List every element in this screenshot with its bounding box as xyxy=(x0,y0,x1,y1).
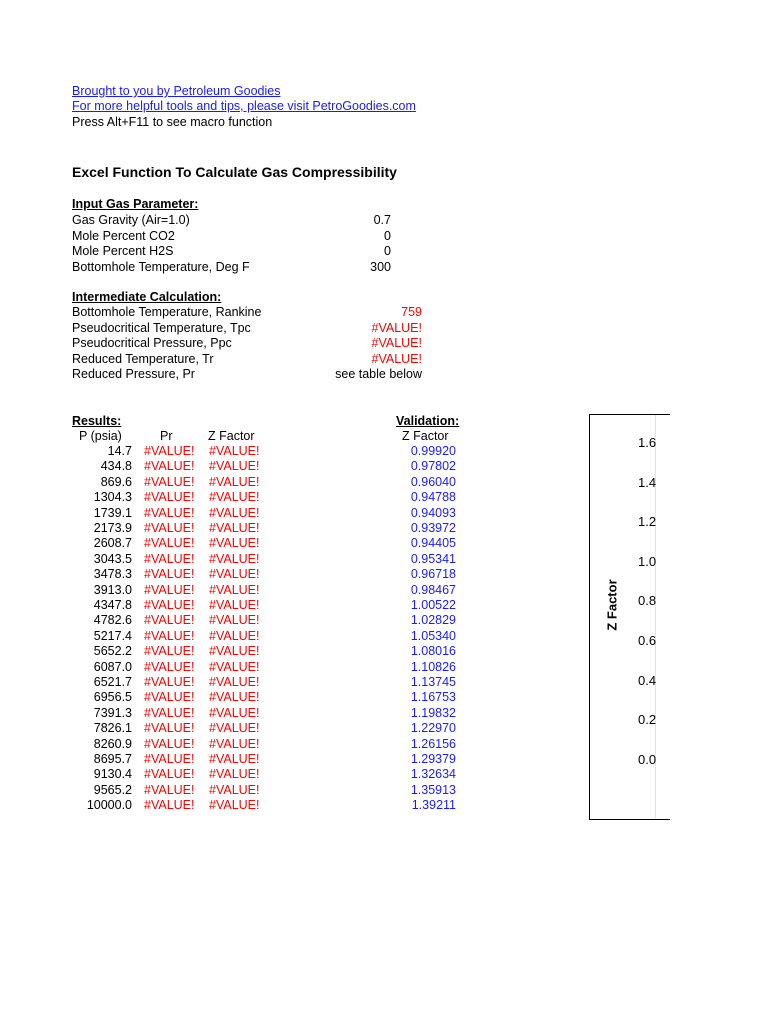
y-tick-label: 1.0 xyxy=(638,553,657,569)
z-factor-cell: #VALUE! xyxy=(209,752,260,766)
z-factor-cell: #VALUE! xyxy=(209,736,260,751)
y-tick-label: 0.2 xyxy=(638,712,657,728)
validation-z-cell: 0.94788 xyxy=(410,490,456,505)
pr-cell: #VALUE! xyxy=(144,459,195,474)
table-row xyxy=(0,798,480,814)
col-header-validation-z: Z Factor xyxy=(402,429,449,443)
pr-cell: #VALUE! xyxy=(144,474,195,489)
pr-cell: #VALUE! xyxy=(144,705,195,720)
pressure-cell: 6521.7 xyxy=(93,675,132,689)
table-row xyxy=(0,752,480,768)
validation-z-cell: 1.05340 xyxy=(410,628,456,643)
pr-cell: #VALUE! xyxy=(144,798,195,813)
pressure-cell: 3043.5 xyxy=(93,551,132,566)
intermediate-value: #VALUE! xyxy=(371,351,422,366)
validation-z-cell: 1.29379 xyxy=(410,752,456,766)
table-row xyxy=(0,644,480,660)
petroleum-goodies-link[interactable]: Brought to you by Petroleum Goodies xyxy=(72,84,281,98)
pressure-cell: 3913.0 xyxy=(93,582,132,597)
validation-z-cell: 0.96040 xyxy=(410,474,456,489)
y-tick-label: 0.6 xyxy=(638,633,657,648)
table-row xyxy=(0,783,480,799)
y-tick-label: 1.4 xyxy=(638,474,657,490)
validation-z-cell: 1.13745 xyxy=(410,675,456,689)
table-row xyxy=(0,536,480,552)
intermediate-label: Bottomhole Temperature, Rankine xyxy=(72,305,262,319)
table-row xyxy=(0,521,480,537)
pr-cell: #VALUE! xyxy=(144,736,195,751)
intermediate-label: Pseudocritical Pressure, Ppc xyxy=(72,336,232,350)
pr-cell: #VALUE! xyxy=(144,536,195,551)
validation-z-cell: 0.94405 xyxy=(410,536,456,551)
table-row xyxy=(0,675,480,691)
pr-cell: #VALUE! xyxy=(144,690,195,705)
pressure-cell: 6956.5 xyxy=(93,690,132,705)
pressure-cell: 3478.3 xyxy=(93,567,132,582)
col-header-z: Z Factor xyxy=(208,429,255,443)
macro-note: Press Alt+F11 to see macro function xyxy=(72,115,273,129)
pressure-cell: 1304.3 xyxy=(93,490,132,505)
z-factor-chart xyxy=(589,414,670,820)
table-row xyxy=(0,721,480,737)
table-row xyxy=(0,567,480,583)
input-label: Bottomhole Temperature, Deg F xyxy=(72,259,250,274)
pr-cell: #VALUE! xyxy=(144,567,195,582)
validation-heading: Validation: xyxy=(396,414,460,428)
z-factor-cell: #VALUE! xyxy=(209,613,260,628)
input-value: 0.7 xyxy=(373,213,391,227)
z-factor-cell: #VALUE! xyxy=(209,567,260,582)
z-factor-cell: #VALUE! xyxy=(209,474,260,489)
table-row xyxy=(0,660,480,676)
petrogoodies-site-link[interactable]: For more helpful tools and tips, please visit PetroGoodies.com xyxy=(72,99,416,113)
y-tick-label: 1.2 xyxy=(638,514,657,530)
pr-cell: #VALUE! xyxy=(144,490,195,505)
pressure-cell: 5652.2 xyxy=(93,644,132,659)
z-factor-cell: #VALUE! xyxy=(209,798,260,813)
pr-cell: #VALUE! xyxy=(144,521,195,535)
z-factor-cell: #VALUE! xyxy=(209,659,260,674)
y-tick-label: 0.8 xyxy=(638,593,657,609)
z-factor-cell: #VALUE! xyxy=(209,644,260,659)
pressure-cell: 14.7 xyxy=(107,444,132,458)
pr-cell: #VALUE! xyxy=(144,628,195,643)
pr-cell: #VALUE! xyxy=(144,767,195,782)
pressure-cell: 10000.0 xyxy=(86,798,132,813)
chart-y-axis-label: Z Factor xyxy=(604,579,620,631)
pr-cell: #VALUE! xyxy=(144,752,195,766)
pr-cell: #VALUE! xyxy=(144,551,195,566)
pressure-cell: 7826.1 xyxy=(93,721,132,736)
validation-z-cell: 0.98467 xyxy=(410,582,456,597)
pr-cell: #VALUE! xyxy=(144,782,195,797)
validation-z-cell: 1.26156 xyxy=(410,736,456,751)
validation-z-cell: 0.97802 xyxy=(410,459,456,474)
table-row xyxy=(0,506,480,522)
pressure-cell: 2608.7 xyxy=(93,536,132,551)
intermediate-heading: Intermediate Calculation: xyxy=(72,290,222,304)
validation-z-cell: 0.95341 xyxy=(410,551,456,566)
table-row xyxy=(0,737,480,753)
validation-z-cell: 1.08016 xyxy=(410,644,456,659)
z-factor-cell: #VALUE! xyxy=(209,598,260,612)
intermediate-value: see table below xyxy=(335,367,422,381)
pressure-cell: 1739.1 xyxy=(93,505,132,520)
z-factor-cell: #VALUE! xyxy=(209,690,260,705)
z-factor-cell: #VALUE! xyxy=(209,782,260,797)
pr-cell: #VALUE! xyxy=(144,582,195,597)
input-value: 0 xyxy=(384,228,391,243)
col-header-p: P (psia) xyxy=(79,429,122,443)
validation-z-cell: 0.96718 xyxy=(410,567,456,582)
table-row xyxy=(0,613,480,629)
pr-cell: #VALUE! xyxy=(144,505,195,520)
z-factor-cell: #VALUE! xyxy=(209,536,260,551)
validation-z-cell: 1.02829 xyxy=(410,613,456,628)
z-factor-cell: #VALUE! xyxy=(209,675,260,689)
table-row xyxy=(0,767,480,783)
z-factor-cell: #VALUE! xyxy=(209,459,260,474)
pr-cell: #VALUE! xyxy=(144,675,195,689)
pressure-cell: 7391.3 xyxy=(93,705,132,720)
table-row xyxy=(0,583,480,599)
validation-z-cell: 1.16753 xyxy=(410,690,456,705)
table-row xyxy=(0,459,480,475)
validation-z-cell: 1.32634 xyxy=(410,767,456,782)
z-factor-cell: #VALUE! xyxy=(209,444,260,458)
pressure-cell: 8695.7 xyxy=(93,752,132,766)
pressure-cell: 9565.2 xyxy=(93,782,132,797)
pr-cell: #VALUE! xyxy=(144,613,195,628)
page-title: Excel Function To Calculate Gas Compressibility xyxy=(72,164,397,180)
pr-cell: #VALUE! xyxy=(144,644,195,659)
pressure-cell: 8260.9 xyxy=(93,736,132,751)
intermediate-value: 759 xyxy=(401,305,422,319)
y-tick-label: 1.6 xyxy=(638,435,657,450)
y-tick-label: 0.0 xyxy=(638,751,657,767)
pr-cell: #VALUE! xyxy=(144,721,195,736)
validation-z-cell: 0.94093 xyxy=(410,505,456,520)
z-factor-cell: #VALUE! xyxy=(209,505,260,520)
z-factor-cell: #VALUE! xyxy=(209,721,260,736)
pr-cell: #VALUE! xyxy=(144,598,195,612)
input-heading: Input Gas Parameter: xyxy=(72,197,199,211)
y-tick-label: 0.4 xyxy=(638,672,657,688)
pressure-cell: 6087.0 xyxy=(93,659,132,674)
z-factor-cell: #VALUE! xyxy=(209,551,260,566)
table-row xyxy=(0,629,480,645)
table-row xyxy=(0,598,480,614)
results-heading: Results: xyxy=(72,414,122,428)
z-factor-cell: #VALUE! xyxy=(209,521,260,535)
table-row xyxy=(0,706,480,722)
input-value: 300 xyxy=(370,259,391,274)
validation-z-cell: 1.10826 xyxy=(410,659,456,674)
z-factor-cell: #VALUE! xyxy=(209,767,260,782)
table-row xyxy=(0,475,480,491)
validation-z-cell: 1.19832 xyxy=(410,705,456,720)
z-factor-cell: #VALUE! xyxy=(209,705,260,720)
intermediate-value: #VALUE! xyxy=(371,320,422,335)
intermediate-label: Pseudocritical Temperature, Tpc xyxy=(72,320,251,335)
table-row xyxy=(0,690,480,706)
intermediate-label: Reduced Pressure, Pr xyxy=(72,367,195,381)
intermediate-value: #VALUE! xyxy=(371,336,422,350)
col-header-pr: Pr xyxy=(160,429,173,443)
validation-z-cell: 1.00522 xyxy=(410,598,456,612)
pressure-cell: 869.6 xyxy=(100,474,132,489)
z-factor-cell: #VALUE! xyxy=(209,582,260,597)
validation-z-cell: 1.35913 xyxy=(410,782,456,797)
validation-z-cell: 1.22970 xyxy=(410,721,456,736)
pressure-cell: 2173.9 xyxy=(93,521,132,535)
pr-cell: #VALUE! xyxy=(144,444,195,458)
validation-z-cell: 0.93972 xyxy=(410,521,456,535)
input-label: Gas Gravity (Air=1.0) xyxy=(72,213,190,227)
pressure-cell: 5217.4 xyxy=(93,628,132,643)
pressure-cell: 4347.8 xyxy=(93,598,132,612)
validation-z-cell: 1.39211 xyxy=(411,798,456,813)
table-row xyxy=(0,490,480,506)
pressure-cell: 4782.6 xyxy=(93,613,132,628)
validation-z-cell: 0.99920 xyxy=(410,444,456,458)
intermediate-label: Reduced Temperature, Tr xyxy=(72,351,214,366)
input-value: 0 xyxy=(384,244,391,258)
z-factor-cell: #VALUE! xyxy=(209,490,260,505)
pressure-cell: 9130.4 xyxy=(93,767,132,782)
pressure-cell: 434.8 xyxy=(100,459,132,474)
pr-cell: #VALUE! xyxy=(144,659,195,674)
z-factor-cell: #VALUE! xyxy=(209,628,260,643)
input-label: Mole Percent H2S xyxy=(72,244,174,258)
table-row xyxy=(0,552,480,568)
table-row xyxy=(0,444,480,460)
input-label: Mole Percent CO2 xyxy=(72,228,175,243)
